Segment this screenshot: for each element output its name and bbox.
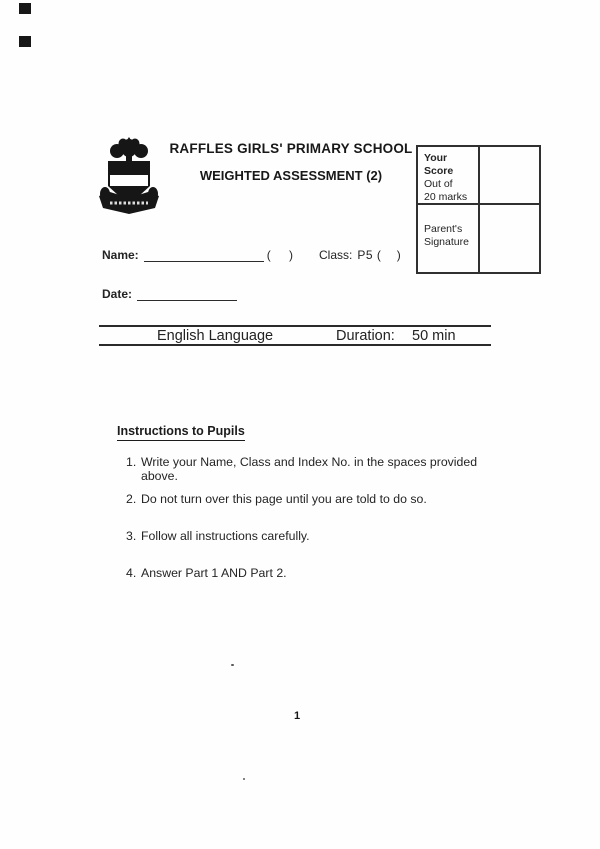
instruction-text: Follow all instructions carefully.	[141, 529, 310, 543]
instruction-text: Write your Name, Class and Index No. in the spaces provided above.	[141, 455, 478, 483]
date-label: Date:	[102, 287, 133, 301]
parent-signature-cell	[424, 223, 469, 249]
name-fill-line	[144, 248, 264, 262]
index-number-parentheses: ( )	[266, 248, 295, 262]
score-label-your: Your	[424, 152, 448, 164]
date-row	[102, 286, 240, 301]
instruction-text: Do not turn over this page until you are told to do so.	[141, 492, 427, 506]
page-number: 1	[294, 710, 301, 722]
class-label: Class:	[319, 248, 353, 262]
score-label-marks: 20 marks	[424, 191, 468, 203]
instruction-number: 4.	[126, 566, 137, 580]
instruction-item-4	[126, 566, 516, 580]
scan-speck	[231, 664, 234, 666]
score-box-divider-vertical	[478, 147, 480, 272]
name-label: Name:	[102, 248, 139, 262]
school-crest-logo	[96, 137, 162, 231]
instructions-heading: Instructions to Pupils	[117, 424, 245, 441]
instruction-item-3	[126, 529, 516, 543]
score-label-outof: Out of	[424, 178, 453, 190]
duration-value: 50 min	[412, 328, 456, 344]
parent-signature-line1: Parent's	[424, 223, 463, 235]
duration-label: Duration:	[336, 328, 395, 344]
instruction-number: 1.	[126, 455, 137, 469]
instruction-number: 3.	[126, 529, 137, 543]
score-label-cell	[424, 152, 467, 204]
parent-signature-line2: Signature	[424, 236, 469, 248]
scan-mark-bottom	[19, 36, 31, 47]
name-class-row	[102, 247, 401, 262]
subject-duration-band	[99, 325, 491, 346]
instruction-item-2	[126, 492, 516, 506]
instruction-number: 2.	[126, 492, 137, 506]
scan-speck	[243, 778, 245, 780]
score-box	[416, 145, 541, 274]
date-fill-line	[137, 287, 237, 301]
paper-title: WEIGHTED ASSESSMENT (2)	[199, 168, 383, 183]
subject-name: English Language	[157, 328, 274, 344]
school-name: RAFFLES GIRLS' PRIMARY SCHOOL	[169, 141, 413, 156]
score-label-score: Score	[424, 165, 454, 177]
instruction-text: Answer Part 1 AND Part 2.	[141, 566, 287, 580]
instruction-item-1	[126, 455, 516, 483]
class-value: P5 ( )	[357, 248, 402, 262]
scan-mark-top	[19, 3, 31, 14]
